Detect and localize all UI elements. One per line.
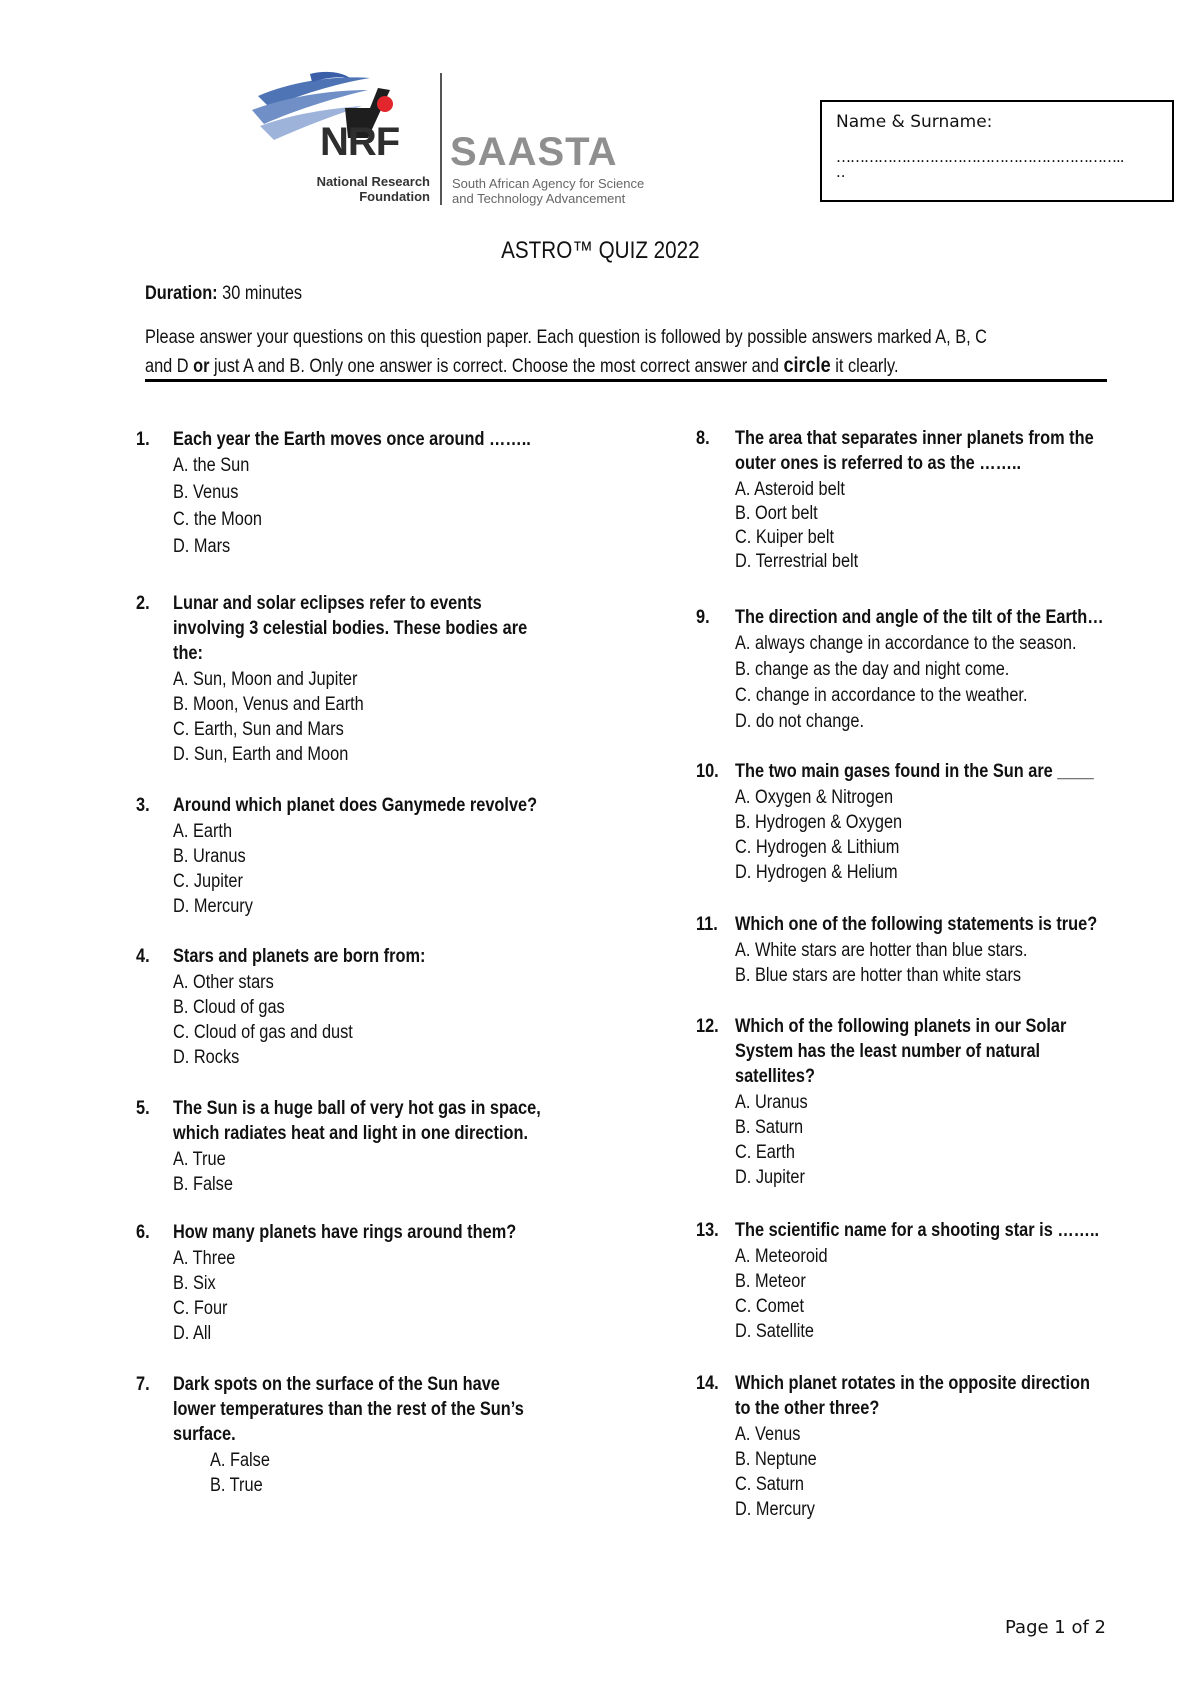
logo-divider	[440, 73, 442, 205]
instructions-line-1: Please answer your questions on this question paper. Each question is followed by possible answers marked A, B, C	[145, 327, 987, 348]
name-label: Name & Surname:	[836, 112, 993, 132]
answer-option[interactable]: D. Satellite	[735, 1321, 815, 1342]
question-text: The scientific name for a shooting star is ……..	[735, 1220, 1100, 1241]
question-text: Dark spots on the surface of the Sun have	[173, 1374, 500, 1395]
question-text: How many planets have rings around them?	[173, 1222, 517, 1243]
question-text: The Sun is a huge ball of very hot gas in space,	[173, 1098, 541, 1119]
question-number: 11.	[696, 914, 718, 935]
question-text: Which one of the following statements is true?	[735, 914, 1098, 935]
question-text: The area that separates inner planets from the	[735, 428, 1094, 449]
answer-option[interactable]: A. True	[173, 1149, 226, 1170]
answer-option[interactable]: C. Earth, Sun and Mars	[173, 719, 344, 740]
page-title: ASTRO™ QUIZ 2022	[500, 237, 700, 264]
question-text: System has the least number of natural	[735, 1041, 1041, 1062]
answer-option[interactable]: C. Four	[173, 1298, 228, 1319]
answer-option[interactable]: D. Mars	[173, 536, 231, 557]
answer-option[interactable]: A. Meteoroid	[735, 1246, 828, 1267]
answer-option[interactable]: A. False	[210, 1450, 270, 1471]
answer-option[interactable]: A. Other stars	[173, 972, 274, 993]
question-text: Stars and planets are born from:	[173, 946, 426, 967]
question-text: Lunar and solar eclipses refer to events	[173, 593, 482, 614]
answer-option[interactable]: A. Venus	[735, 1424, 801, 1445]
question-text: Which of the following planets in our Solar	[735, 1016, 1067, 1037]
answer-option[interactable]: C. Hydrogen & Lithium	[735, 837, 900, 858]
question-text: the:	[173, 643, 203, 664]
answer-option[interactable]: B. Uranus	[173, 846, 246, 867]
question-number: 7.	[136, 1374, 150, 1395]
saasta-wordmark: SAASTA	[450, 130, 618, 174]
name-dots: ……………………………………………………..	[836, 148, 1124, 166]
question-text: Around which planet does Ganymede revolve?	[173, 795, 538, 816]
name-surname-box[interactable]	[820, 100, 1174, 202]
question-text: lower temperatures than the rest of the Sun’s	[173, 1399, 524, 1420]
question-number: 1.	[136, 429, 150, 450]
question-number: 14.	[696, 1373, 719, 1394]
answer-option[interactable]: B. Oort belt	[735, 503, 818, 524]
header-rule	[145, 379, 1107, 382]
duration-label: Duration:	[145, 283, 218, 304]
answer-option[interactable]: A. always change in accordance to the season.	[735, 633, 1077, 654]
answer-option[interactable]: B. Saturn	[735, 1117, 804, 1138]
answer-option[interactable]: C. Kuiper belt	[735, 527, 835, 548]
answer-option[interactable]: B. True	[210, 1475, 263, 1496]
answer-option[interactable]: C. change in accordance to the weather.	[735, 685, 1028, 706]
question-number: 12.	[696, 1016, 719, 1037]
instructions-line-2: and D or just A and B. Only one answer is correct. Choose the most correct answer and circle it clearly.	[145, 354, 899, 377]
answer-option[interactable]: C. Earth	[735, 1142, 795, 1163]
question-text: surface.	[173, 1424, 236, 1445]
question-number: 2.	[136, 593, 150, 614]
answer-option[interactable]: C. Cloud of gas and dust	[173, 1022, 353, 1043]
answer-option[interactable]: D. Mercury	[735, 1499, 815, 1520]
answer-option[interactable]: C. Comet	[735, 1296, 805, 1317]
question-text: outer ones is referred to as the ……..	[735, 453, 1022, 474]
question-number: 3.	[136, 795, 150, 816]
answer-option[interactable]: D. Sun, Earth and Moon	[173, 744, 349, 765]
instructions	[145, 324, 1145, 381]
answer-option[interactable]: A. White stars are hotter than blue stars.	[735, 940, 1028, 961]
answer-option[interactable]: B. Cloud of gas	[173, 997, 285, 1018]
answer-option[interactable]: B. Blue stars are hotter than white stars	[735, 965, 1022, 986]
answer-option[interactable]: C. the Moon	[173, 509, 263, 530]
question-number: 13.	[696, 1220, 719, 1241]
question-number: 10.	[696, 761, 719, 782]
question-number: 6.	[136, 1222, 150, 1243]
answer-option[interactable]: D. Mercury	[173, 896, 253, 917]
answer-option[interactable]: D. Terrestrial belt	[735, 551, 859, 572]
answer-option[interactable]: B. Meteor	[735, 1271, 806, 1292]
answer-option[interactable]: A. Asteroid belt	[735, 479, 845, 500]
name-dots-2: ..	[836, 163, 846, 181]
answer-option[interactable]: D. Jupiter	[735, 1167, 805, 1188]
question-number: 4.	[136, 946, 150, 967]
answer-option[interactable]: A. Three	[173, 1248, 236, 1269]
answer-option[interactable]: B. Six	[173, 1273, 216, 1294]
answer-option[interactable]: D. Rocks	[173, 1047, 240, 1068]
question-number: 8.	[696, 428, 710, 449]
question-text: Each year the Earth moves once around ……..	[173, 429, 531, 450]
answer-option[interactable]: B. False	[173, 1174, 233, 1195]
question-text: involving 3 celestial bodies. These bodies are	[173, 618, 528, 639]
answer-option[interactable]: B. Moon, Venus and Earth	[173, 694, 364, 715]
page-number: Page 1 of 2	[1005, 1617, 1106, 1638]
nrf-wordmark: NRF	[320, 120, 400, 164]
nrf-subtitle: National Research Foundation	[316, 174, 430, 204]
question-number: 9.	[696, 607, 710, 628]
answer-option[interactable]: B. Hydrogen & Oxygen	[735, 812, 903, 833]
answer-option[interactable]: A. Sun, Moon and Jupiter	[173, 669, 358, 690]
answer-option[interactable]: B. Venus	[173, 482, 239, 503]
answer-option[interactable]: A. Uranus	[735, 1092, 808, 1113]
nrf-saasta-logo	[250, 68, 670, 213]
duration-value: 30 minutes	[217, 283, 303, 304]
answer-option[interactable]: D. do not change.	[735, 711, 864, 732]
duration	[145, 283, 328, 305]
answer-option[interactable]: B. Neptune	[735, 1449, 817, 1470]
answer-option[interactable]: B. change as the day and night come.	[735, 659, 1010, 680]
answer-option[interactable]: C. Jupiter	[173, 871, 243, 892]
question-text: satellites?	[735, 1066, 815, 1087]
question-text: which radiates heat and light in one direction.	[173, 1123, 528, 1144]
question-text: The two main gases found in the Sun are ____	[735, 761, 1094, 782]
question-number: 5.	[136, 1098, 150, 1119]
answer-option[interactable]: A. the Sun	[173, 455, 250, 476]
question-text: The direction and angle of the tilt of the Earth…	[735, 607, 1104, 628]
saasta-subtitle: South African Agency for Science and Technology Advancement	[452, 176, 645, 206]
question-text: to the other three?	[735, 1398, 880, 1419]
answer-option[interactable]: C. Saturn	[735, 1474, 805, 1495]
answer-option[interactable]: A. Oxygen & Nitrogen	[735, 787, 894, 808]
answer-option[interactable]: A. Earth	[173, 821, 233, 842]
answer-option[interactable]: D. Hydrogen & Helium	[735, 862, 898, 883]
question-text: Which planet rotates in the opposite direction	[735, 1373, 1090, 1394]
answer-option[interactable]: D. All	[173, 1323, 212, 1344]
